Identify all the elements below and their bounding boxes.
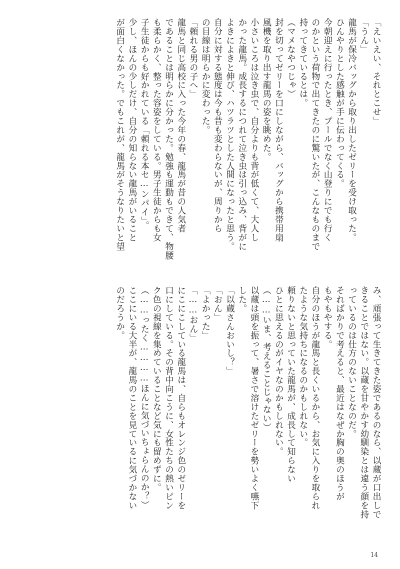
- text-column: 今朝迎えに行ったとき、プールでなく山登りにでも行く: [322, 18, 333, 242]
- text-column: （……いま、考えることじゃない）: [261, 286, 272, 432]
- text-column: 「えいえい、それとこせ」: [371, 18, 381, 126]
- text-column: 自分に対する態度は今も昔も変わらないが、周りから: [212, 18, 223, 233]
- text-column: も柔らかく、整った容姿をしている。男子生徒からも女: [151, 18, 162, 242]
- text-column: 小さいころは泣き虫で、自分よりも背が低くて、大人し: [248, 18, 259, 242]
- text-column: 子生徒からも好かれている「頼れる本セ…ンパイ」。: [139, 18, 150, 230]
- text-column: 「……おん」: [187, 286, 198, 343]
- text-column: 「よかった」: [200, 286, 211, 340]
- text-column: ひとに思えるのがイヤなのかもしれない。: [273, 286, 284, 457]
- text-block-bottom: [20, 286, 382, 544]
- text-column: 自分のほうが龍馬と長くいるから、お気に入りを取られ: [309, 286, 320, 510]
- text-column: のかという荷物で出てきたのに驚いたが、こんなものまで: [309, 18, 320, 251]
- text-column: 頼りないと思っていた龍馬が、成長して知らない: [285, 286, 296, 483]
- text-column: （……ったく…………ほんに気づいちょらんのか？）: [139, 286, 150, 510]
- page-number: 14: [370, 552, 378, 559]
- text-column: （マメなやつじゃ）: [285, 18, 296, 99]
- text-column: 少し、ほんの少しだけ、自分の知らない龍馬がいること: [126, 18, 137, 242]
- text-column: ここにいる大半が、龍馬のことを見ているに気づかない: [126, 286, 137, 510]
- text-column: よきによきと伸び、ハツラツとした人間になったと思う。: [224, 18, 235, 251]
- text-block-top: [20, 18, 382, 270]
- text-column: たような気持ちになるのかもしれない。: [297, 286, 308, 448]
- text-column: 「以蔵さんおいし？」: [224, 286, 235, 376]
- text-column: ク色の視線を集めていることなど気にも留めずに。: [151, 286, 162, 492]
- text-column: きることではない。以蔵を甘やかす幼馴染とは違う顔を持: [358, 286, 369, 519]
- text-column: のだろうか。: [114, 286, 125, 340]
- text-column: の目線は明らかに変わった。: [200, 18, 211, 135]
- text-column: 以蔵は頭を振って、暑さで溶けたゼリーを勢いよく嚥下: [248, 286, 259, 510]
- text-column: 持ってきているとは。: [297, 18, 308, 108]
- text-column: にこにこしている龍馬は、自らもオレンジ色のゼリーを: [175, 286, 186, 510]
- text-column: っているのは仕方のないことなのだ。: [346, 286, 357, 439]
- text-column: であることは明らかに分かった。勉強も運動もできて、物腰: [163, 18, 174, 260]
- text-column: 「うん」: [358, 18, 369, 54]
- text-column: 封を切ってゼリーを口にしながら、バッグから携帯用扇: [273, 18, 284, 242]
- text-column: が面白くなかった。でもこれが、龍馬がそうなりたいと望: [114, 18, 125, 251]
- text-column: 「頼れる男の子へ」: [187, 18, 198, 99]
- text-column: ひんやりとした感触が手に伝わってくる。: [334, 18, 345, 189]
- text-column: 龍馬と同じ高校に入った今年の春、龍馬が昔の人気者: [175, 18, 186, 233]
- text-column: 口にしている。その背中向こうに、女性たちの熱いピン: [163, 286, 174, 510]
- text-column: 風機を取り出す龍馬の姿を眺めた。: [261, 18, 272, 162]
- text-column: み、頑張って生きてきた姿であるのなら、以蔵が口出しで: [371, 286, 381, 519]
- text-column: 「おん」: [212, 286, 223, 322]
- text-column: かった龍馬。成長するにつれて泣き虫は引っ込み、背がに: [236, 18, 247, 251]
- text-column: そればかりで考えると、最近はなぜか胸の奥のほうが: [334, 286, 345, 501]
- text-column: 龍馬が保冷バッグから取り出したゼリーを受け取った。: [346, 18, 357, 242]
- text-column: もやもやする。: [322, 286, 333, 349]
- text-column: した。: [236, 286, 247, 313]
